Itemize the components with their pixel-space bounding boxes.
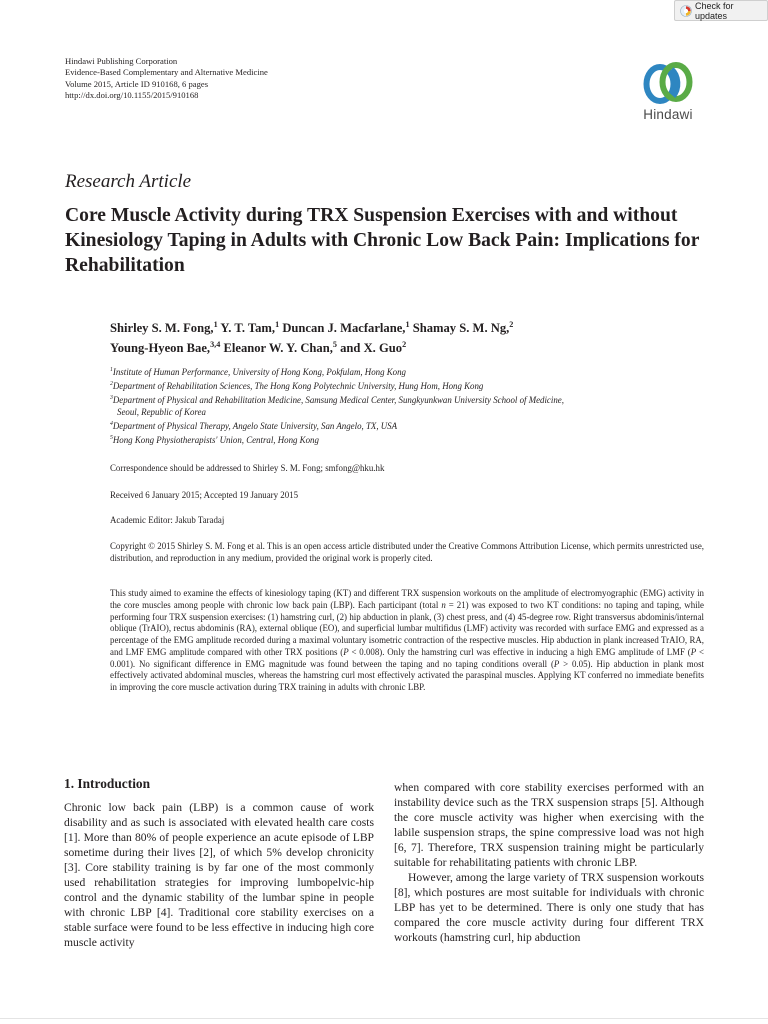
author-line-2 xyxy=(110,338,730,358)
page-bottom-divider xyxy=(0,1018,768,1019)
author-affil-sup: 1 xyxy=(213,319,218,329)
abstract xyxy=(110,588,704,694)
hindawi-logo-icon xyxy=(641,60,695,106)
abstract-text: < 0.001). No significant difference in EMG magnitude was found between the taping and no taping conditions overall ( xyxy=(110,646,704,669)
affiliation-text: Department of Physical Therapy, Angelo State University, San Angelo, TX, USA xyxy=(112,420,398,431)
journal-name: Evidence-Based Complementary and Alternative Medicine xyxy=(65,67,268,78)
abstract-text: > 0.05). Hip abduction in plank most effectively activated abdominal muscles, whereas the hamstring curl most effectively activated the paraspinal muscles. Applying KT conferred no immediate benefits in improving the core muscle activation during TRX training in adults with chronic LBP. xyxy=(110,658,704,692)
abstract-text: This study aimed to examine the effects of kinesiology taping (KT) and different TRX suspension workouts on the amplitude of electromyographic (EMG) activity in the core muscles among people with chronic low back pain (LBP). Each participant (total xyxy=(110,588,704,610)
abstract-text: < 0.008). Only the hamstring curl was effective in inducing a high EMG amplitude of LMF ( xyxy=(348,646,691,657)
affiliation-number: 5 xyxy=(110,434,113,441)
body-paragraph: Chronic low back pain (LBP) is a common cause of work disability and as such is associated with elevated health care costs [1]. More than 80% of people experience an acute episode of LBP sometime during their lives [2], of which 5% develop chronicity [3]. Core stability training is by far one of the most commonly used rehabilitation strategies for improving lumbopelvic-hip control and the dynamic stability of the lumbar spine in people with chronic LBP [4]. Traditional core stability exercises on a stable surface were found to be less effective in inducing high core muscle activity xyxy=(64,801,374,950)
correspondence: Correspondence should be addressed to Shirley S. M. Fong; smfong@hku.hk xyxy=(110,463,385,473)
affiliation-item xyxy=(110,367,710,379)
volume-line: Volume 2015, Article ID 910168, 6 pages xyxy=(65,78,209,89)
publication-info xyxy=(65,56,268,101)
abstract-text: = 21) was exposed to two KT conditions: no taping and taping, while performing four TRX suspension exercises: (1) hamstring curl, (2) hip abduction in plank, (3) chest press, and (4) 45-degree row. Right transversus abdominis/internal oblique (TrAIO), rectus abdominis (RA), external oblique (EO), and superficial lumbar multifidus (LMF) activity was recorded with surface EMG and expressed as a percentage of the EMG amplitude recorded during a maximal voluntary isometric contraction of the respective muscles. Hip abduction in plank increased TrAIO, RA, and LMF EMG amplitude compared with other TRX positions ( xyxy=(110,599,705,657)
affiliation-text: Institute of Human Performance, University of Hong Kong, Pokfulam, Hong Kong xyxy=(112,367,406,377)
check-for-updates-button[interactable] xyxy=(674,0,768,21)
publisher-name: Hindawi Publishing Corporation xyxy=(65,56,178,66)
author-affil-sup: 2 xyxy=(509,319,514,329)
affiliation-item xyxy=(110,421,710,433)
abstract-p-variable: P xyxy=(343,646,349,657)
author-name: Y. T. Tam, xyxy=(220,321,276,335)
author-name: Eleanor W. Y. Chan, xyxy=(223,341,333,355)
hindawi-logo xyxy=(625,60,711,122)
author-name: Shamay S. M. Ng, xyxy=(412,321,510,335)
article-type: Research Article xyxy=(65,171,192,192)
affiliation-text: Department of Physical and Rehabilitation Medicine, Samsung Medical Center, Sungkyunkwan University School of Medicine, xyxy=(112,394,564,405)
section-heading-introduction: 1. Introduction xyxy=(64,776,151,791)
affiliation-number: 1 xyxy=(110,367,113,374)
body-column-right xyxy=(394,780,704,946)
abstract-p-variable: P xyxy=(553,658,560,669)
copyright-notice: Copyright © 2015 Shirley S. M. Fong et al. This is an open access article distributed under the Creative Commons Attribution License, which permits unrestricted use, distribution, and reproduction in any medium, provided the original work is properly cited. xyxy=(110,541,704,563)
author-name: Young-Hyeon Bae, xyxy=(110,341,211,355)
affiliation-number: 3 xyxy=(110,395,113,401)
affiliations xyxy=(110,367,710,449)
affiliation-text-continued: Seoul, Republic of Korea xyxy=(117,406,206,417)
author-affil-sup: 5 xyxy=(332,339,337,349)
check-updates-icon xyxy=(680,5,692,17)
affiliation-number: 2 xyxy=(110,381,113,388)
body-paragraph: However, among the large variety of TRX suspension workouts [8], which postures are most suitable for individuals with chronic LBP has yet to be determined. There is only one study that has compared the core muscle activity during four different TRX workouts (hamstring curl, hip abduction xyxy=(394,871,704,945)
affiliation-item xyxy=(110,435,710,447)
author-name: Shirley S. M. Fong, xyxy=(110,321,214,335)
author-name: and X. Guo xyxy=(340,341,403,355)
body-paragraph: when compared with core stability exercises performed with an instability device such as the TRX suspension straps [5]. Although the core muscle activity was higher when exercising with the labile suspension straps, the spine compressive load was not high [6, 7]. Therefore, TRX suspension training might be particularly suitable for rehabilitating patients with chronic LBP. xyxy=(394,781,704,870)
hindawi-wordmark: Hindawi xyxy=(643,107,693,122)
author-affil-sup: 1 xyxy=(275,319,280,329)
affiliation-item xyxy=(110,395,710,418)
check-updates-label: Check for updates xyxy=(695,0,734,21)
affiliation-text: Department of Rehabilitation Sciences, The Hong Kong Polytechnic University, Hung Hom, Hong Kong xyxy=(112,380,484,391)
author-name: Duncan J. Macfarlane, xyxy=(282,321,406,335)
author-affil-sup: 1 xyxy=(405,319,410,329)
received-accepted-dates: Received 6 January 2015; Accepted 19 January 2015 xyxy=(110,490,299,500)
author-list xyxy=(110,318,730,358)
affiliation-item xyxy=(110,381,710,393)
academic-editor: Academic Editor: Jakub Taradaj xyxy=(110,515,225,525)
body-column-left xyxy=(64,776,374,951)
abstract-p-variable: P xyxy=(690,646,697,657)
author-affil-sup: 2 xyxy=(402,339,407,349)
abstract-n-variable: n xyxy=(441,599,446,610)
doi-link[interactable]: http://dx.doi.org/10.1155/2015/910168 xyxy=(65,89,199,100)
author-line-1 xyxy=(110,318,730,338)
affiliation-text: Hong Kong Physiotherapists' Union, Central, Hong Kong xyxy=(112,434,319,445)
affiliation-number: 4 xyxy=(110,420,113,427)
author-affil-sup: 3,4 xyxy=(210,339,221,349)
article-title: Core Muscle Activity during TRX Suspension Exercises with and without Kinesiology Taping in Adults with Chronic Low Back Pain: Implications for Rehabilitation xyxy=(65,205,700,276)
